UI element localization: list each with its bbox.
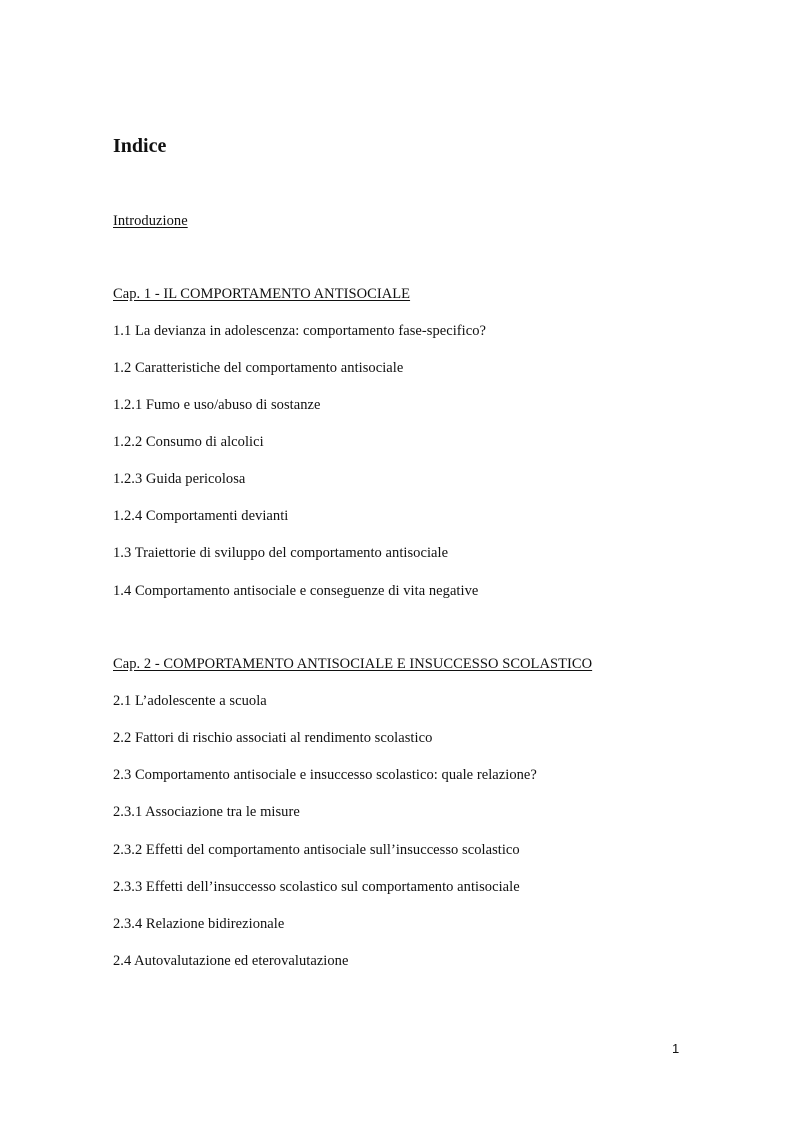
toc-item-1-2-1: 1.2.1 Fumo e uso/abuso di sostanze — [113, 397, 321, 413]
toc-item-1-3: 1.3 Traiettorie di sviluppo del comportamento antisociale — [113, 545, 449, 561]
toc-item-1-2-3: 1.2.3 Guida pericolosa — [113, 471, 246, 487]
toc-item-2-3-4: 2.3.4 Relazione bidirezionale — [113, 916, 285, 932]
toc-item-2-2: 2.2 Fattori di rischio associati al rendimento scolastico — [113, 730, 433, 746]
page-number: 1 — [672, 1041, 680, 1056]
toc-item-1-4: 1.4 Comportamento antisociale e conseguenze di vita negative — [113, 583, 479, 599]
toc-chapter-2-heading: Cap. 2 - COMPORTAMENTO ANTISOCIALE E INSUCCESSO SCOLASTICO — [113, 656, 593, 672]
toc-item-1-2-2: 1.2.2 Consumo di alcolici — [113, 434, 264, 450]
toc-item-1-1: 1.1 La devianza in adolescenza: comportamento fase-specifico? — [113, 323, 487, 339]
toc-item-2-1: 2.1 L’adolescente a scuola — [113, 693, 267, 709]
toc-introduction: Introduzione — [113, 213, 188, 229]
toc-item-2-3: 2.3 Comportamento antisociale e insuccesso scolastico: quale relazione? — [113, 767, 537, 783]
toc-item-2-4: 2.4 Autovalutazione ed eterovalutazione — [113, 953, 349, 969]
toc-item-1-2-4: 1.2.4 Comportamenti devianti — [113, 508, 289, 524]
toc-item-1-2: 1.2 Caratteristiche del comportamento antisociale — [113, 360, 404, 376]
toc-item-2-3-2: 2.3.2 Effetti del comportamento antisociale sull’insuccesso scolastico — [113, 842, 520, 858]
toc-item-2-3-3: 2.3.3 Effetti dell’insuccesso scolastico sul comportamento antisociale — [113, 879, 520, 895]
page-title: Indice — [113, 135, 167, 157]
toc-chapter-1-heading: Cap. 1 - IL COMPORTAMENTO ANTISOCIALE — [113, 286, 411, 302]
toc-item-2-3-1: 2.3.1 Associazione tra le misure — [113, 804, 300, 820]
